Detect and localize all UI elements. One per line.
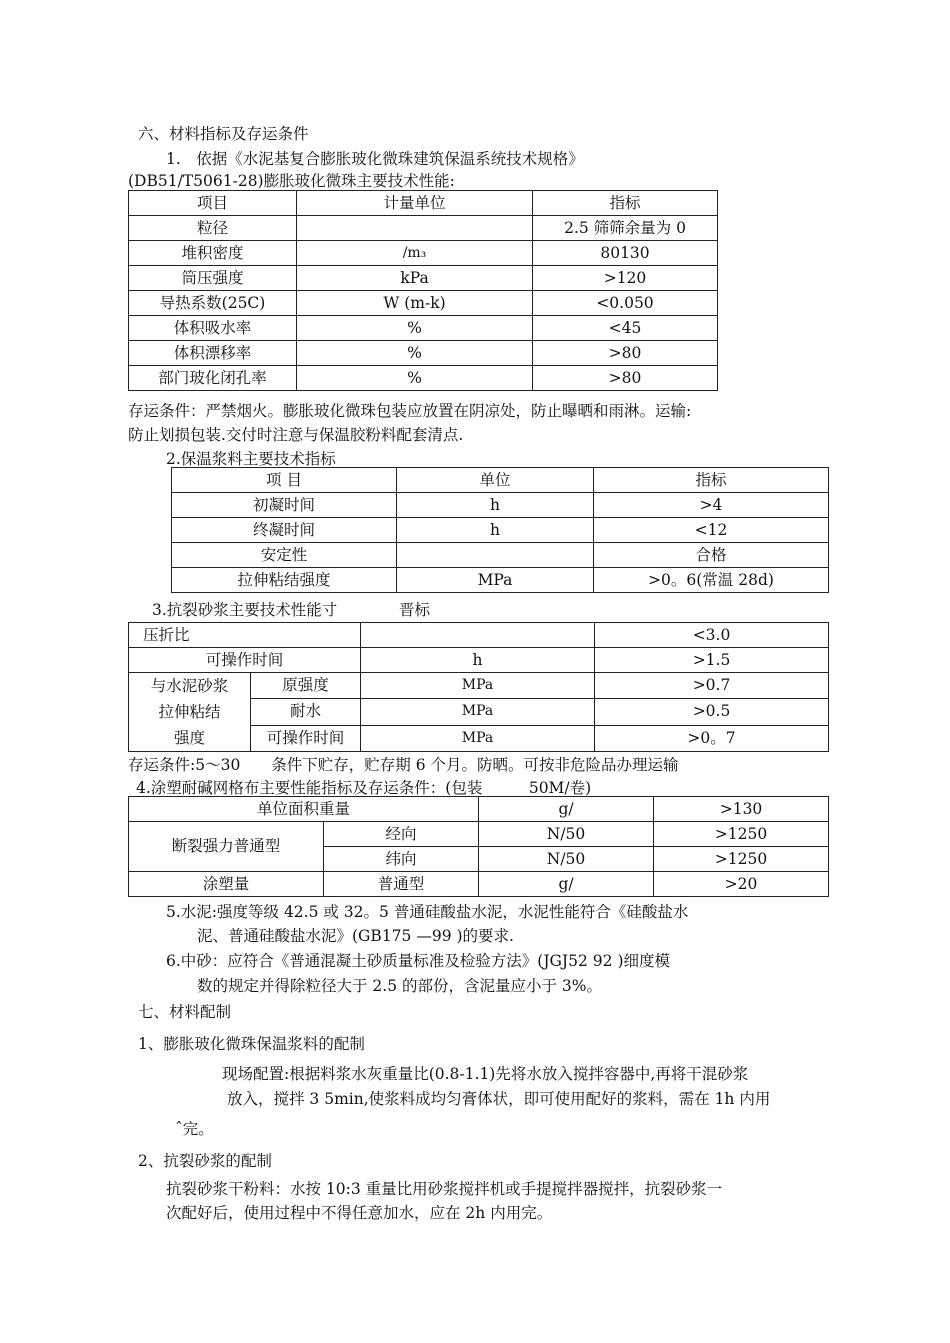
table-cell: >20 [654,872,829,897]
table-insulation-slurry [171,467,829,593]
subsection-1-line-2: 放入，搅拌 3 5min,使浆料成均匀膏体状，即可使用配好的浆料，需在 1h 内用 [227,1090,771,1108]
table-header-row [172,468,829,493]
table-cell: 终凝时间 [172,518,397,543]
subsection-1-title: 1、膨胀玻化微珠保温浆料的配制 [138,1035,365,1053]
table-cell [297,216,533,241]
table-cell: N/50 [479,822,654,847]
table-cell: >0。7 [595,725,829,751]
table-cell: 普通型 [324,872,479,897]
item-1-line-1: 1. 依据《水泥基复合膨胀玻化微珠建筑保温系统技术规格》 [166,150,584,168]
table-cell: >4 [594,493,829,518]
table-row [172,543,829,568]
group-label-line: 强度 [173,729,205,747]
table-cell: 原强度 [251,673,361,699]
table-row [129,797,829,822]
item-4-title: 4.涂塑耐碱网格布主要性能指标及存运条件：(包装 50M/卷) [136,779,592,797]
table-cell: % [297,366,533,391]
subsection-2-line-2: 次配好后，使用过程中不得任意加水，应在 2h 内用完。 [166,1204,553,1222]
table-cell: >0.7 [595,673,829,699]
table-cell: 体积漂移率 [129,341,297,366]
table-cell: 部门玻化闭孔率 [129,366,297,391]
table-cell: W (m-k) [297,291,533,316]
table-cell: 导热系数(25C) [129,291,297,316]
table-cell: 压折比 [129,623,361,648]
group-label-cell: 断裂强力普通型 [129,822,324,872]
table-cell: <0.050 [533,291,718,316]
table-cell: 2.5 筛筛余量为 0 [533,216,718,241]
table-row [129,316,718,341]
item-2-title: 2.保温浆料主要技术指标 [166,450,336,468]
table-cell: /m₃ [297,241,533,266]
header-cell: 指标 [594,468,829,493]
item-3-title: 3.抗裂砂浆主要技术性能寸 [152,601,338,619]
table-cell: h [397,493,594,518]
table-cell: MPa [397,568,594,593]
section-6-title: 六、材料指标及存运条件 [138,125,309,143]
group-label-line: 与水泥砂浆 [150,677,229,695]
storage-conditions-3: 存运条件:5〜30 条件下贮存，贮存期 6 个月。防晒。可按非危险品办理运输 [128,756,679,774]
table-cell: 可操作时间 [251,725,361,751]
item-1-line-2: (DB51/T5061-28)膨胀玻化微珠主要技术性能: [128,172,455,190]
table-cell: >0。6(常温 28d) [594,568,829,593]
section-7-title: 七、材料配制 [138,1003,232,1021]
table-cell: <3.0 [595,623,829,648]
table-row [129,266,718,291]
table-anticrack-mortar [128,622,829,752]
table-cell: N/50 [479,847,654,872]
table-cell: g/ [479,797,654,822]
table-mesh-fabric [128,796,829,897]
table-header-row [129,191,718,216]
table-row [172,518,829,543]
subsection-2-title: 2、抗裂砂浆的配制 [138,1152,272,1170]
table-row [129,341,718,366]
table-cell: 安定性 [172,543,397,568]
table-cell: 拉伸粘结强度 [172,568,397,593]
table-row [129,291,718,316]
table-cell: kPa [297,266,533,291]
table-cell: 可操作时间 [129,648,361,673]
table-cell: >80 [533,366,718,391]
table-cell: 体积吸水率 [129,316,297,341]
header-cell: 项目 [129,191,297,216]
table-cell: >1250 [654,822,829,847]
table-cell: >1250 [654,847,829,872]
table-cell: % [297,316,533,341]
table-cell: h [397,518,594,543]
table-cell: 耐水 [251,699,361,725]
table-cell: <12 [594,518,829,543]
table-row [129,673,829,699]
header-cell: 项 目 [172,468,397,493]
table-cell: h [361,648,595,673]
table-cell: >120 [533,266,718,291]
table-cell: 堆积密度 [129,241,297,266]
item-5-line-2: 泥、普通硅酸盐水泥》(GB175 —99 )的要求. [197,927,514,945]
table-cell: 80130 [533,241,718,266]
table-row [129,648,829,673]
table-cell: MPa [361,673,595,699]
table-cell: 粒径 [129,216,297,241]
table-cell: 涂塑量 [129,872,324,897]
table-cell: 经向 [324,822,479,847]
table-cell: g/ [479,872,654,897]
table-cell: >80 [533,341,718,366]
table-cell [397,543,594,568]
item-6-line-2: 数的规定并得除粒径大于 2.5 的部份，含泥量应小于 3%。 [197,977,603,995]
table-microbead-properties [128,190,718,391]
table-cell: >0.5 [595,699,829,725]
table-row [129,366,718,391]
header-cell: 计量单位 [297,191,533,216]
table-cell: % [297,341,533,366]
table-row [129,822,829,847]
storage-conditions-1-line-1: 存运条件：严禁烟火。膨胀玻化微珠包装应放置在阴凉处，防止曝晒和雨淋。运输: [128,402,692,420]
group-label-line: 拉伸粘结 [158,703,221,721]
table-cell: 筒压强度 [129,266,297,291]
subsection-1-line-3: ˆ完。 [175,1120,214,1138]
group-label-cell [129,673,251,752]
header-cell: 指标 [533,191,718,216]
table-cell: 合格 [594,543,829,568]
table-cell: MPa [361,699,595,725]
storage-conditions-1-line-2: 防止划损包装.交付时注意与保温胶粉料配套清点. [128,426,464,444]
table-cell: 纬向 [324,847,479,872]
table-cell: >130 [654,797,829,822]
subsection-1-line-1: 现场配置:根据料浆水灰重量比(0.8-1.1)先将水放入搅拌容器中,再将干混砂浆 [222,1065,749,1083]
table-cell: <45 [533,316,718,341]
table-cell [361,623,595,648]
table-cell: 初凝时间 [172,493,397,518]
table-cell: MPa [361,725,595,751]
table-row [129,872,829,897]
item-5-line-1: 5.水泥:强度等级 42.5 或 32。5 普通硅酸盐水泥，水泥性能符合《硅酸盐水 [166,903,689,921]
table-row [129,216,718,241]
item-6-line-1: 6.中砂：应符合《普通混凝土砂质量标准及检验方法》(JGJ52 92 )细度模 [166,952,670,970]
table-row [172,493,829,518]
table-cell: 单位面积重量 [129,797,479,822]
subsection-2-line-1: 抗裂砂浆干粉料：水按 10:3 重量比用砂浆搅拌机或手提搅拌器搅拌，抗裂砂浆一 [166,1180,723,1198]
table-cell: >1.5 [595,648,829,673]
header-cell: 单位 [397,468,594,493]
table-row [129,623,829,648]
table-row [172,568,829,593]
item-3-suffix: 晋标 [399,601,431,619]
table-row [129,241,718,266]
